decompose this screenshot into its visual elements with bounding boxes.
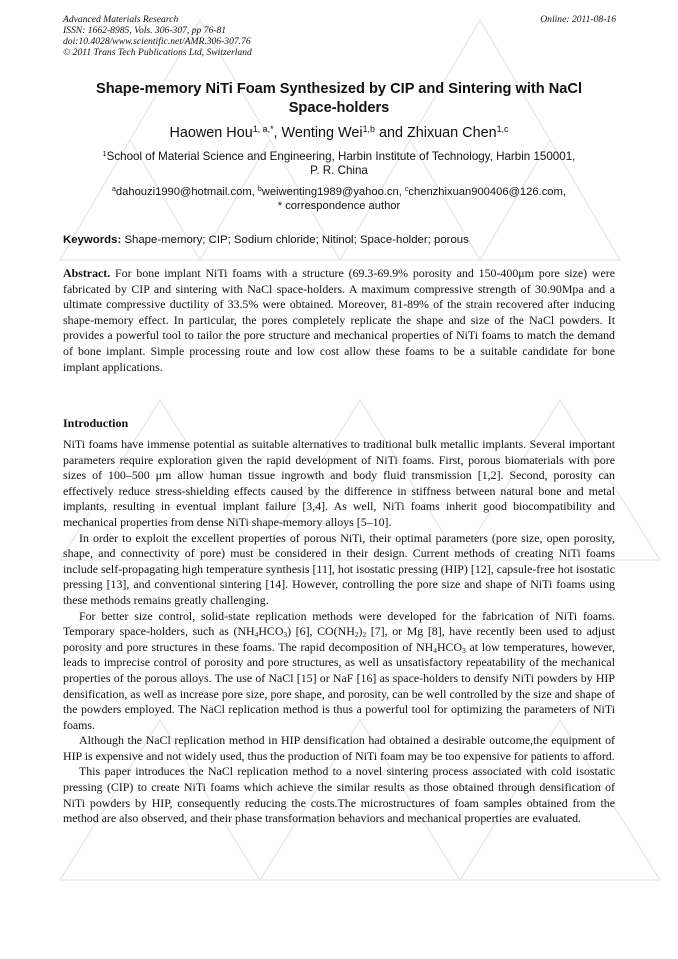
affiliation-line-2: P. R. China xyxy=(310,164,368,177)
abstract-label: Abstract. xyxy=(63,266,111,280)
email-b[interactable]: weiwenting1989@yahoo.cn, xyxy=(261,186,405,198)
journal-name: Advanced Materials Research xyxy=(63,14,179,25)
author-1: Haowen Hou xyxy=(169,125,253,141)
intro-paragraph-5: This paper introduces the NaCl replication method to a novel sintering process associated with cold isostatic pressing (CIP) to create NiTi foams which achieve the similar results as those obtained through densification of NiTi powders by HIP, consequently reducing the costs.The microstructures of foam samples obtained from the method are also observed, and their phase transformation behaviors and mechanical properties are evaluated. xyxy=(63,764,615,826)
introduction-heading: Introduction xyxy=(63,416,129,430)
email-a[interactable]: dahouzi1990@hotmail.com, xyxy=(115,186,258,198)
doi-line: doi:10.4028/www.scientific.net/AMR.306-307.76 xyxy=(63,36,251,47)
affiliation-sup: 1 xyxy=(102,149,107,159)
keywords-text: Shape-memory; CIP; Sodium chloride; Nitinol; Space-holder; porous xyxy=(121,234,469,246)
keywords xyxy=(63,233,615,247)
author-3-sup: 1,c xyxy=(496,124,509,135)
email-c[interactable]: chenzhixuan900406@126.com, xyxy=(408,186,566,198)
intro-paragraph-2: In order to exploit the excellent properties of porous NiTi, their optimal parameters (pore size, open porosity, shape, and connectivity of pore) must be considered in their design. Current methods of creating NiTi foams include self-propagating high temperature synthesis [11], hot isostatic pressing (HIP) [12], capsule-free hot isostatic pressing [13], and conventional sintering [14]. However, controlling the pore size and shape of NiTi foams using these methods remains greatly challenging. xyxy=(63,530,615,607)
intro-paragraph-1: NiTi foams have immense potential as suitable alternatives to traditional bulk metallic implants. Several important parameters require exploration given the rapid development of NiTi foams. First, porous biomaterials with pore sizes of 100–500 μm allow human tissue ingrowth and body fluid transmission [1,2]. Second, porosity can effectively reduce stress-shielding effects caused by the difference in stiffness between natural bone and metal implants, resulting in eventual implant failure [3,4]. As well, NiTi foams inherit good biocompatibility and mechanical properties from dense NiTi shape-memory alloys [5–10]. xyxy=(63,437,615,529)
intro-paragraph-3: For better size control, solid-state replication methods were developed for the fabrication of NiTi foams. Temporary space-holders, such as $(NH_4HCO_3)$ [6], $CO(NH_2)_2$ [7], or Mg [8], have recently been used to adjust porosity and pore structures in these foams. The rapid decomposition of $NH_4HCO_3$ at low temperatures, however, leads to imprecise control of porosity and pore structures, as well as unsatisfactory repeatability of the mechanical properties of the porous alloys. The use of NaCl [15] or NaF [16] as space-holders to densify NiTi powders by HIP densification, as well as increase pore size, pore shape, and porosity, can be well controlled by the size and shape of the powders employed. The NaCl replication method is thus a powerful tool for optimizing the parameters of NiTi foams. xyxy=(63,608,615,732)
paper-title xyxy=(63,80,615,118)
introduction-body xyxy=(63,437,615,827)
author-2: , Wenting Wei xyxy=(273,125,363,141)
issn-line: ISSN: 1662-8985, Vols. 306-307, pp 76-81 xyxy=(63,25,227,36)
author-emails xyxy=(63,185,615,213)
abstract xyxy=(63,266,615,375)
email-a-sup: a xyxy=(112,186,116,194)
abstract-text: For bone implant NiTi foams with a structure (69.3-69.9% porosity and 150-400μm pore size) were fabricated by CIP and sintering with NaCl space-holders. A maximum compressive strength of 30.90Mpa and a ultimate compressive ductility of 33.5% were obtained. Moreover, 81-89% of the strain recovered after inducing shape-memory effect. In particular, the pores completely replicate the shape and size of the NaCl powders. It provides a powerful tool to tailor the pore structure and mechanical properties of NiTi foams to match the demand of bone implant. Simple processing route and low cost allow these foams to be a suitable candidate for bone implant applications. xyxy=(63,266,615,374)
keywords-label: Keywords: xyxy=(63,234,122,246)
title-line-1: Shape-memory NiTi Foam Synthesized by CIP and Sintering with NaCl xyxy=(95,81,582,97)
journal-header xyxy=(63,14,616,58)
author-1-sup: 1, a,* xyxy=(252,124,274,135)
email-c-sup: c xyxy=(404,186,409,194)
copyright-line: © 2011 Trans Tech Publications Ltd, Switzerland xyxy=(63,47,252,58)
online-date: Online: 2011-08-16 xyxy=(540,14,616,25)
affiliation-line-1: School of Material Science and Engineering, Harbin Institute of Technology, Harbin 150001, xyxy=(106,150,576,163)
author-list xyxy=(63,124,615,142)
intro-paragraph-4: Although the NaCl replication method in HIP densification had obtained a desirable outcome,the equipment of HIP is expensive and not widely used, thus the production of NiTi foam may be too expensive for patients to afford. xyxy=(63,733,615,763)
email-b-sup: b xyxy=(257,186,262,194)
author-2-sup: 1,b xyxy=(362,124,375,135)
author-3: and Zhixuan Chen xyxy=(374,125,497,141)
title-line-2: Space-holders xyxy=(288,100,390,116)
correspondence-note: * correspondence author xyxy=(277,200,401,212)
affiliation xyxy=(63,150,615,178)
